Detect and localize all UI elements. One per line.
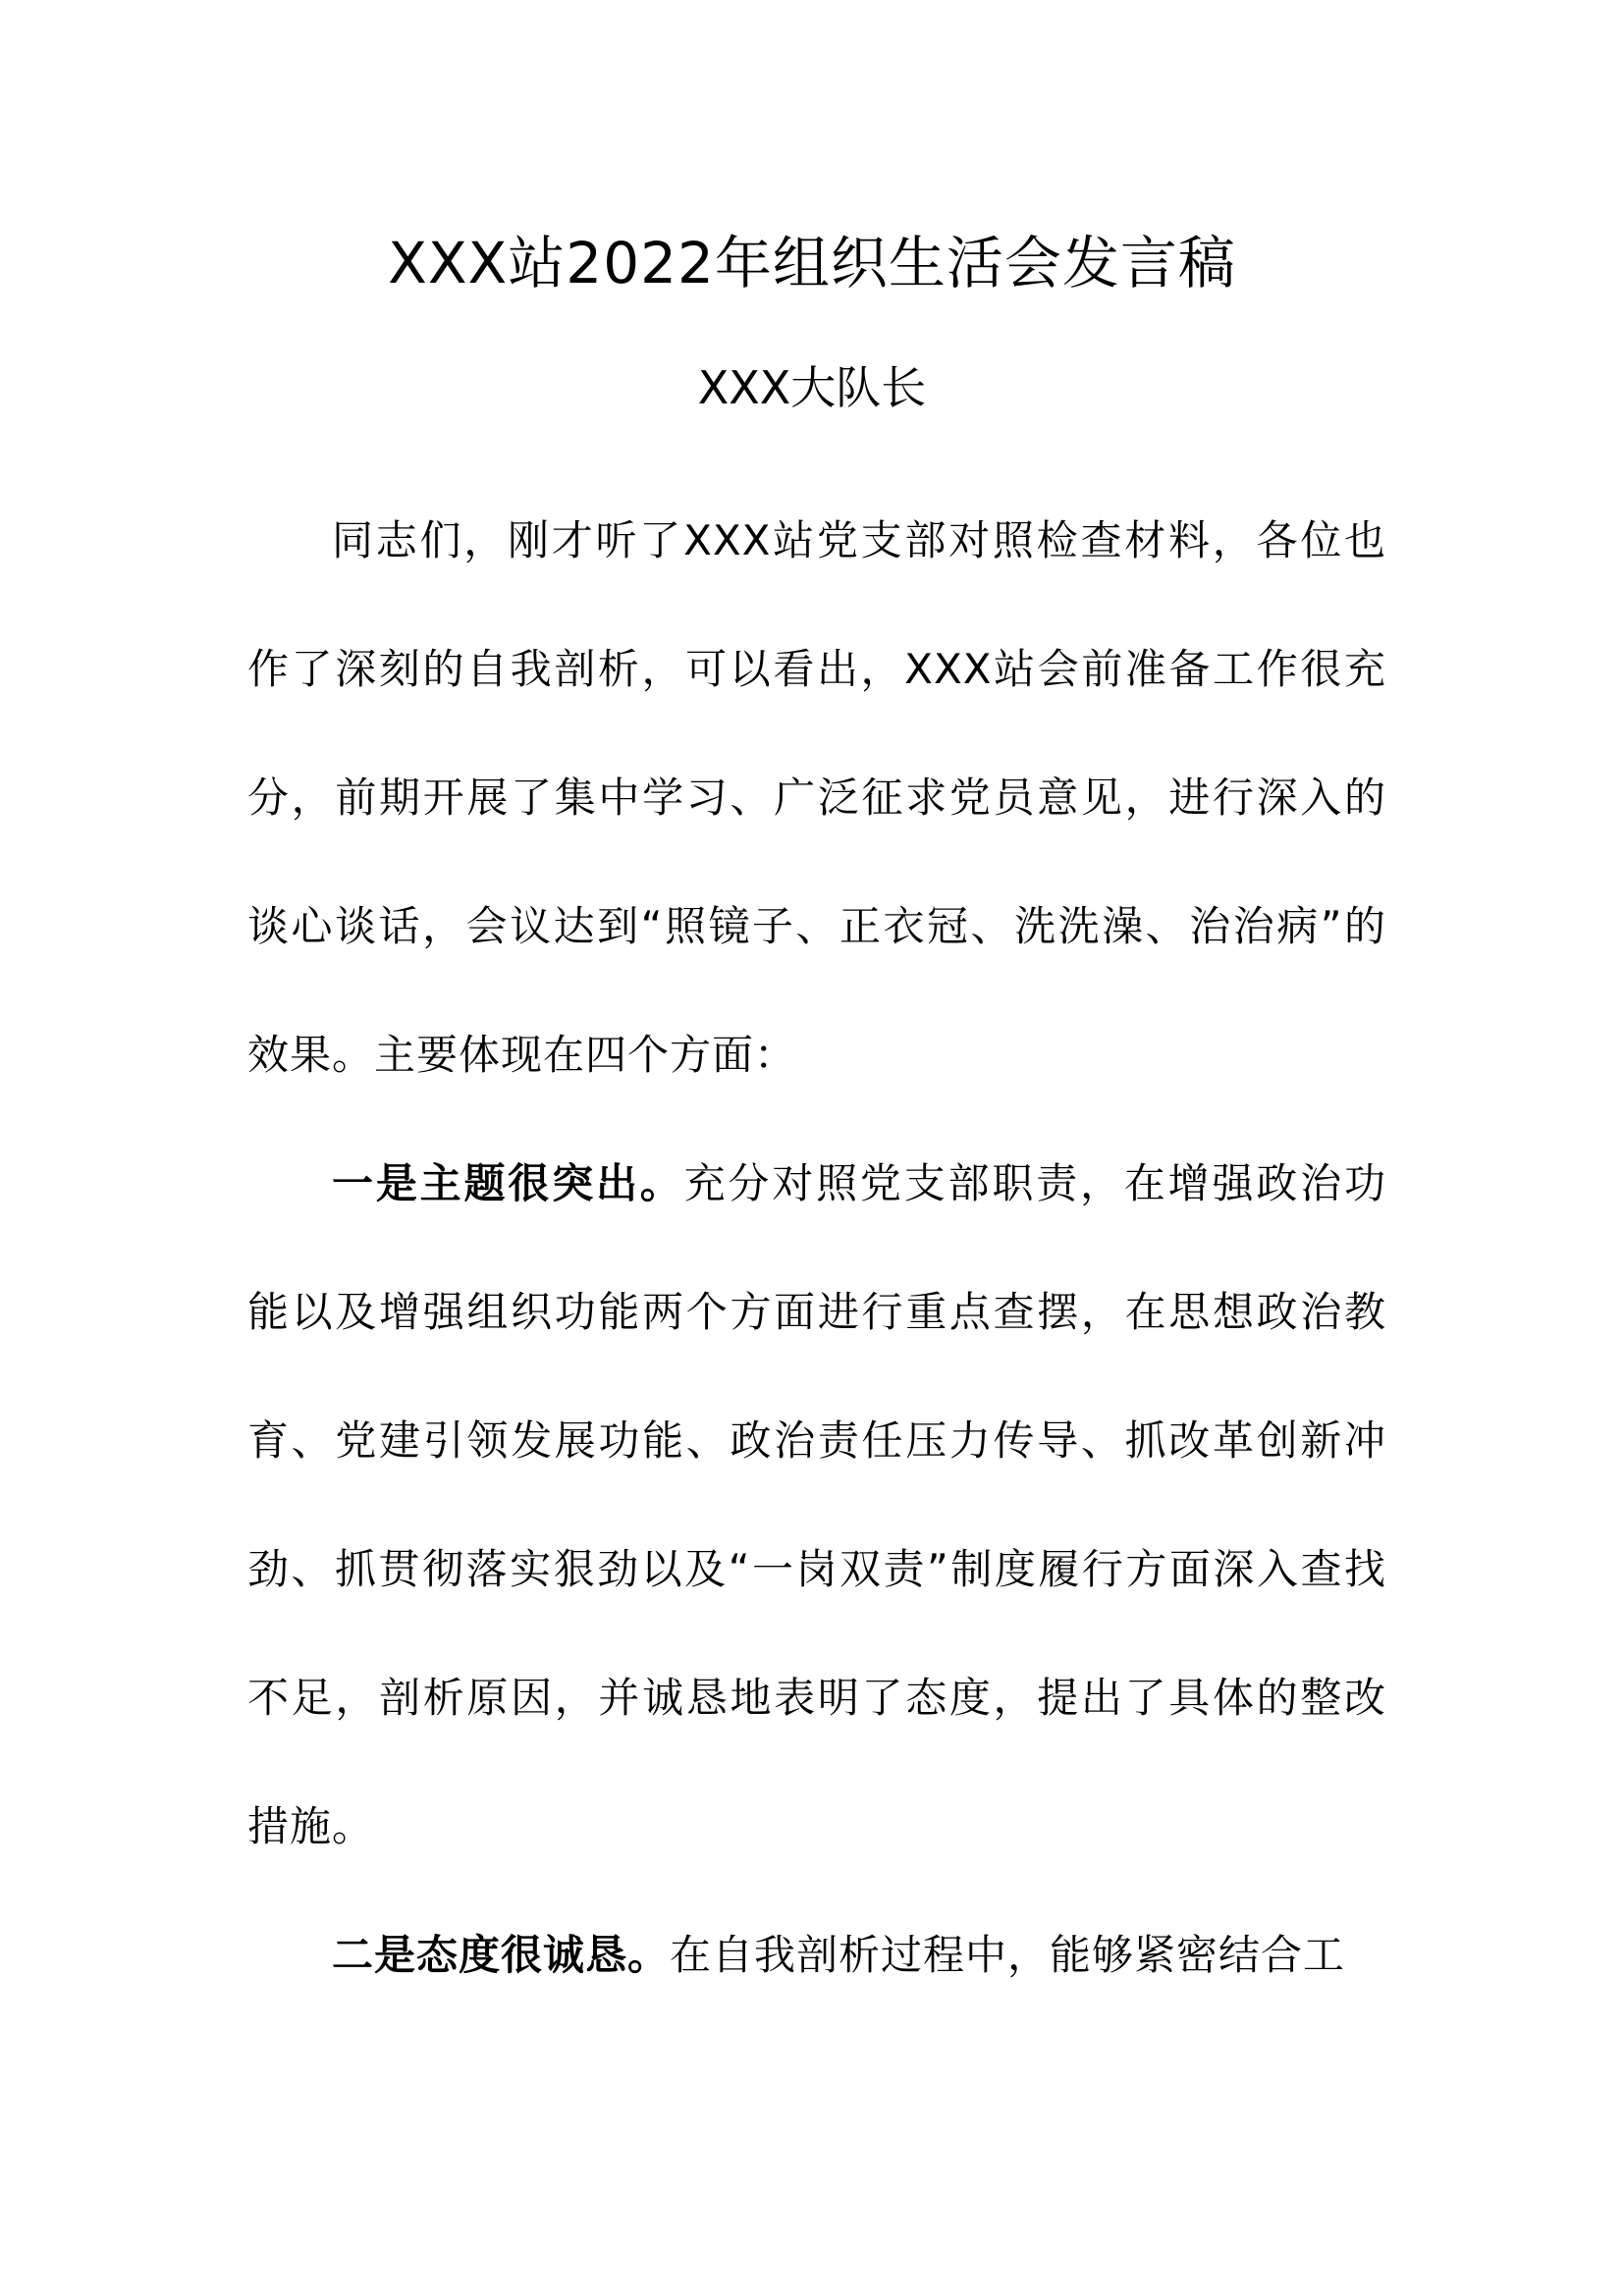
paragraph-point-two [247, 1891, 1386, 2019]
paragraph-text: 在自我剖析过程中，能够紧密结合工 [670, 1931, 1346, 1979]
paragraph-text: 同志们，刚才听了XXX站党支部对照检查材料，各位也作了深刻的自我剖析，可以看出，XXX站会前准备工作很充分，前期开展了集中学习、广泛征求党员意见，进行深入的谈心谈话，会议达到“照镜子、正衣冠、洗洗澡、治治病”的效果。主要体现在四个方面： [247, 516, 1386, 1079]
paragraph-lead: 二是态度很诚恳。 [332, 1931, 671, 1979]
paragraph-point-one [247, 1119, 1386, 1891]
paragraph-intro [247, 476, 1386, 1119]
document-author: XXX大队长 [697, 361, 927, 414]
document-body [247, 476, 1386, 2019]
document-title: XXX站2022年组织生活会发言稿 [388, 230, 1236, 296]
paragraph-lead: 一是主题很突出。 [332, 1159, 684, 1207]
paragraph-text: 充分对照党支部职责，在增强政治功能以及增强组织功能两个方面进行重点查摆，在思想政治教育、党建引领发展功能、政治责任压力传导、抓改革创新冲劲、抓贯彻落实狠劲以及“一岗双责”制度履行方面深入查找不足，剖析原因，并诚恳地表明了态度，提出了具体的整改措施。 [247, 1159, 1386, 1850]
